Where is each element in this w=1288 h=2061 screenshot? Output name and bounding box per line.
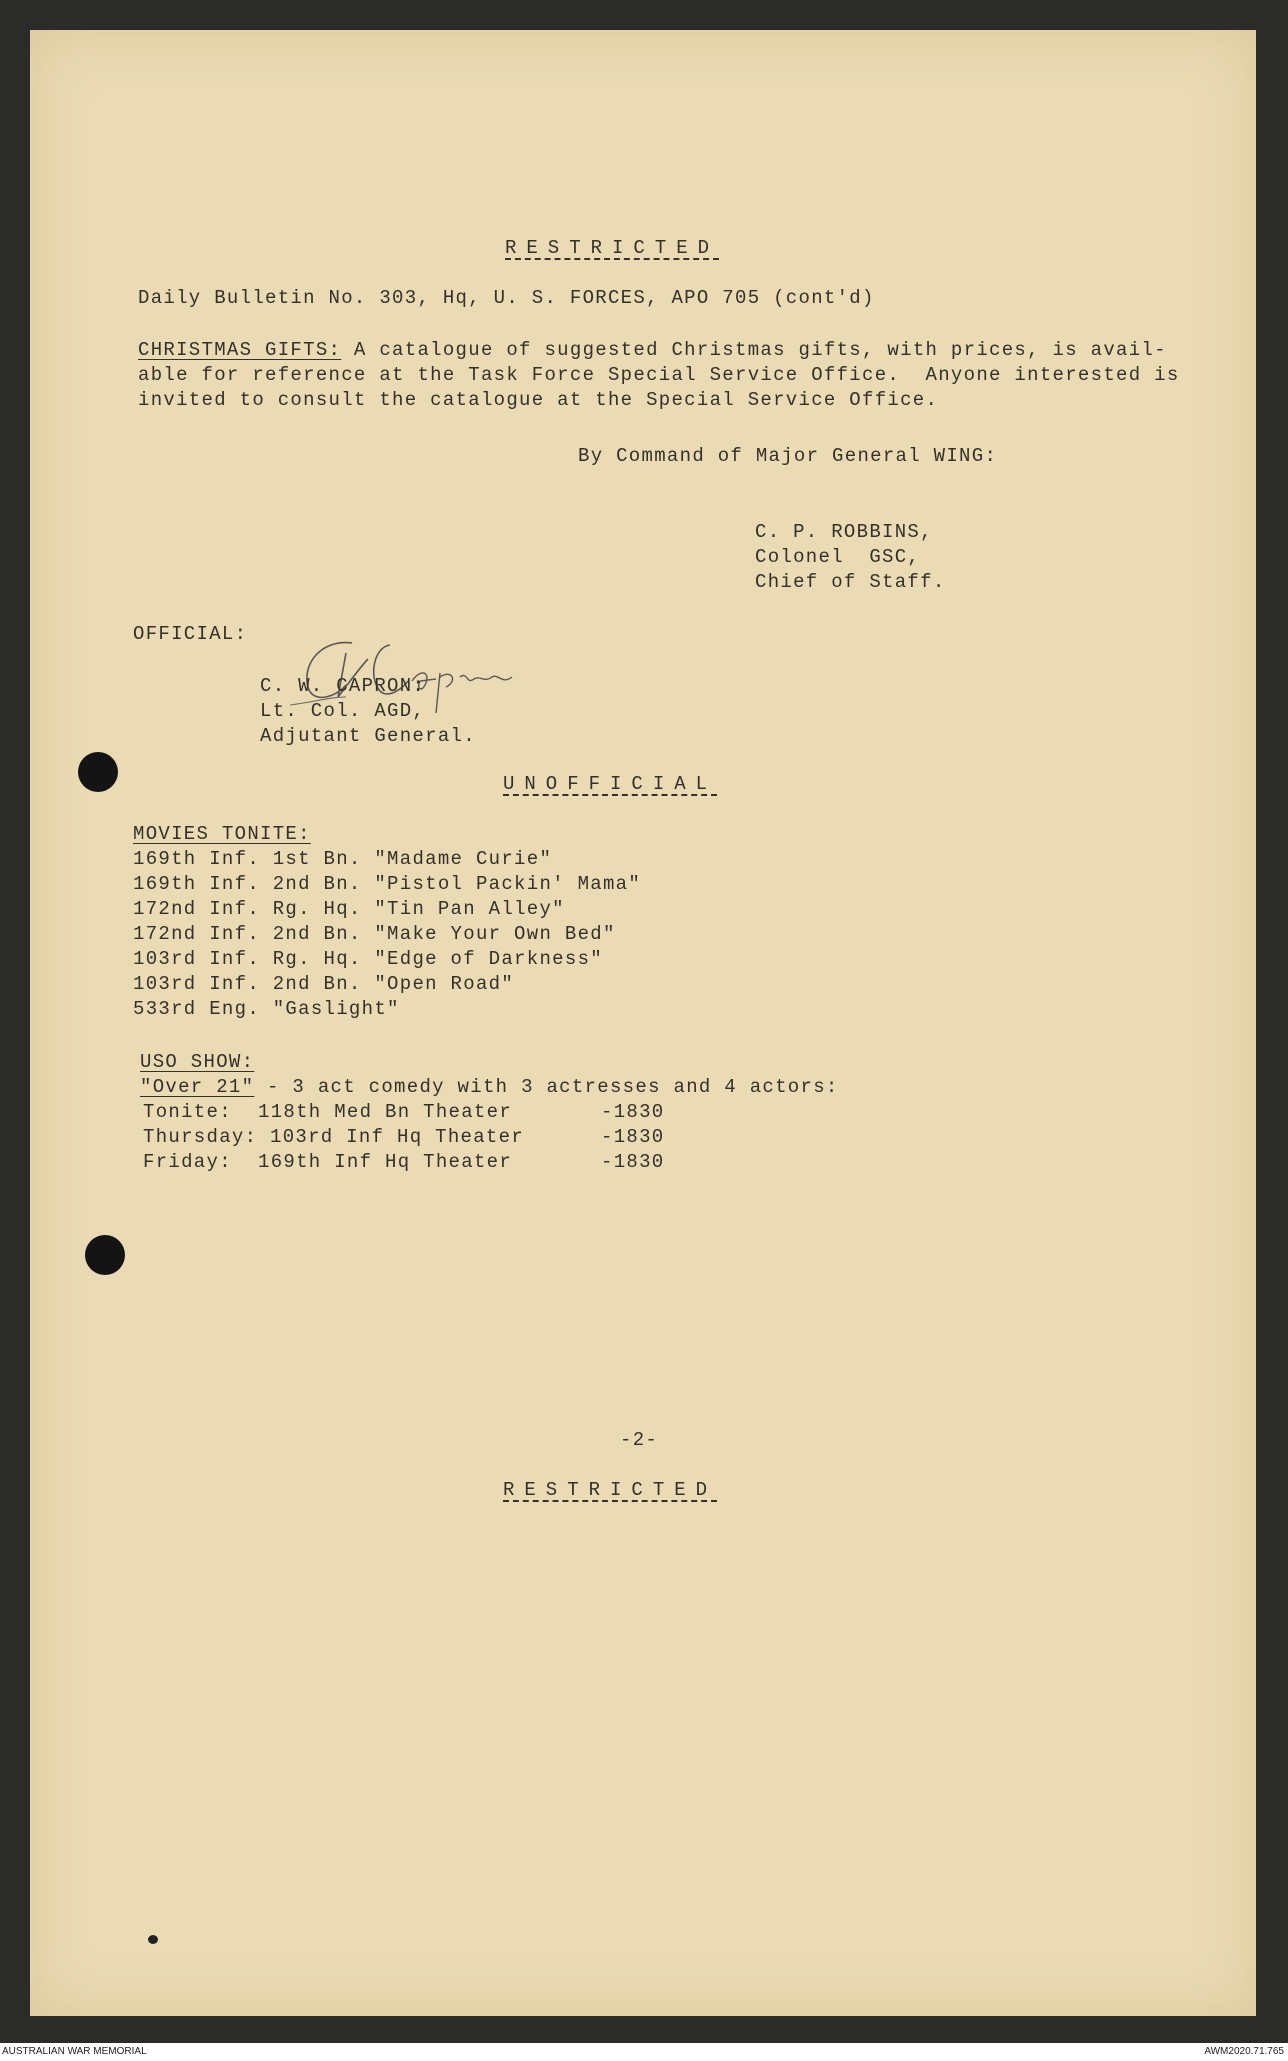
punch-hole-top <box>78 752 118 792</box>
official-label: OFFICIAL: <box>133 623 248 645</box>
movie-item: 169th Inf. 1st Bn. "Madame Curie" <box>133 848 553 870</box>
show-venue: 103rd Inf Hq Theater <box>270 1126 525 1148</box>
command-line: By Command of Major General WING: <box>578 445 998 467</box>
official-name: C. W. CAPRON: <box>260 675 426 697</box>
caption-bar <box>0 2043 1288 2061</box>
page-number: -2- <box>620 1429 659 1451</box>
chief-of-staff-name: C. P. ROBBINS, <box>755 521 933 543</box>
punch-hole-bottom <box>85 1235 125 1275</box>
chief-of-staff-rank: Colonel GSC, <box>755 546 921 568</box>
movie-item: 103rd Inf. 2nd Bn. "Open Road" <box>133 973 515 995</box>
show-time: -1830 <box>601 1126 665 1148</box>
uso-show-title: "Over 21" <box>140 1076 255 1098</box>
show-day: Thursday: <box>143 1126 258 1148</box>
ink-speck <box>148 1935 158 1944</box>
christmas-gifts-heading: CHRISTMAS GIFTS: <box>138 339 342 361</box>
classification-header: RESTRICTED <box>505 237 720 259</box>
christmas-gifts-line-2: able for reference at the Task Force Special Service Office. Anyone interested is <box>138 364 1180 386</box>
movie-item: 172nd Inf. 2nd Bn. "Make Your Own Bed" <box>133 923 616 945</box>
uso-show-heading: USO SHOW: <box>140 1051 255 1073</box>
movie-item: 169th Inf. 2nd Bn. "Pistol Packin' Mama" <box>133 873 642 895</box>
document-page <box>30 30 1256 2016</box>
uso-show-text: - 3 act comedy with 3 actresses and 4 actors: <box>254 1076 839 1098</box>
uso-show-description <box>140 1075 839 1100</box>
christmas-gifts-line-3: invited to consult the catalogue at the Special Service Office. <box>138 389 939 411</box>
movies-heading: MOVIES TONITE: <box>133 823 311 845</box>
bulletin-line: Daily Bulletin No. 303, Hq, U. S. FORCES, APO 705 (cont'd) <box>138 287 875 309</box>
show-day: Tonite: <box>143 1101 232 1123</box>
caption-left: AUSTRALIAN WAR MEMORIAL <box>2 2046 147 2057</box>
official-rank: Lt. Col. AGD, <box>260 700 426 722</box>
show-time: -1830 <box>601 1151 665 1173</box>
show-venue: 169th Inf Hq Theater <box>258 1151 513 1173</box>
official-title: Adjutant General. <box>260 725 476 747</box>
movie-item: 172nd Inf. Rg. Hq. "Tin Pan Alley" <box>133 898 565 920</box>
unofficial-heading: UNOFFICIAL <box>503 773 718 795</box>
chief-of-staff-title: Chief of Staff. <box>755 571 946 593</box>
movie-item: 103rd Inf. Rg. Hq. "Edge of Darkness" <box>133 948 603 970</box>
christmas-gifts-text-1: A catalogue of suggested Christmas gifts, with prices, is avail- <box>341 339 1167 361</box>
caption-right: AWM2020.71.765 <box>1204 2046 1284 2057</box>
show-time: -1830 <box>601 1101 665 1123</box>
movie-item: 533rd Eng. "Gaslight" <box>133 998 400 1020</box>
christmas-gifts-line-1 <box>138 338 1167 363</box>
classification-footer: RESTRICTED <box>503 1479 718 1501</box>
show-venue: 118th Med Bn Theater <box>258 1101 513 1123</box>
show-day: Friday: <box>143 1151 232 1173</box>
